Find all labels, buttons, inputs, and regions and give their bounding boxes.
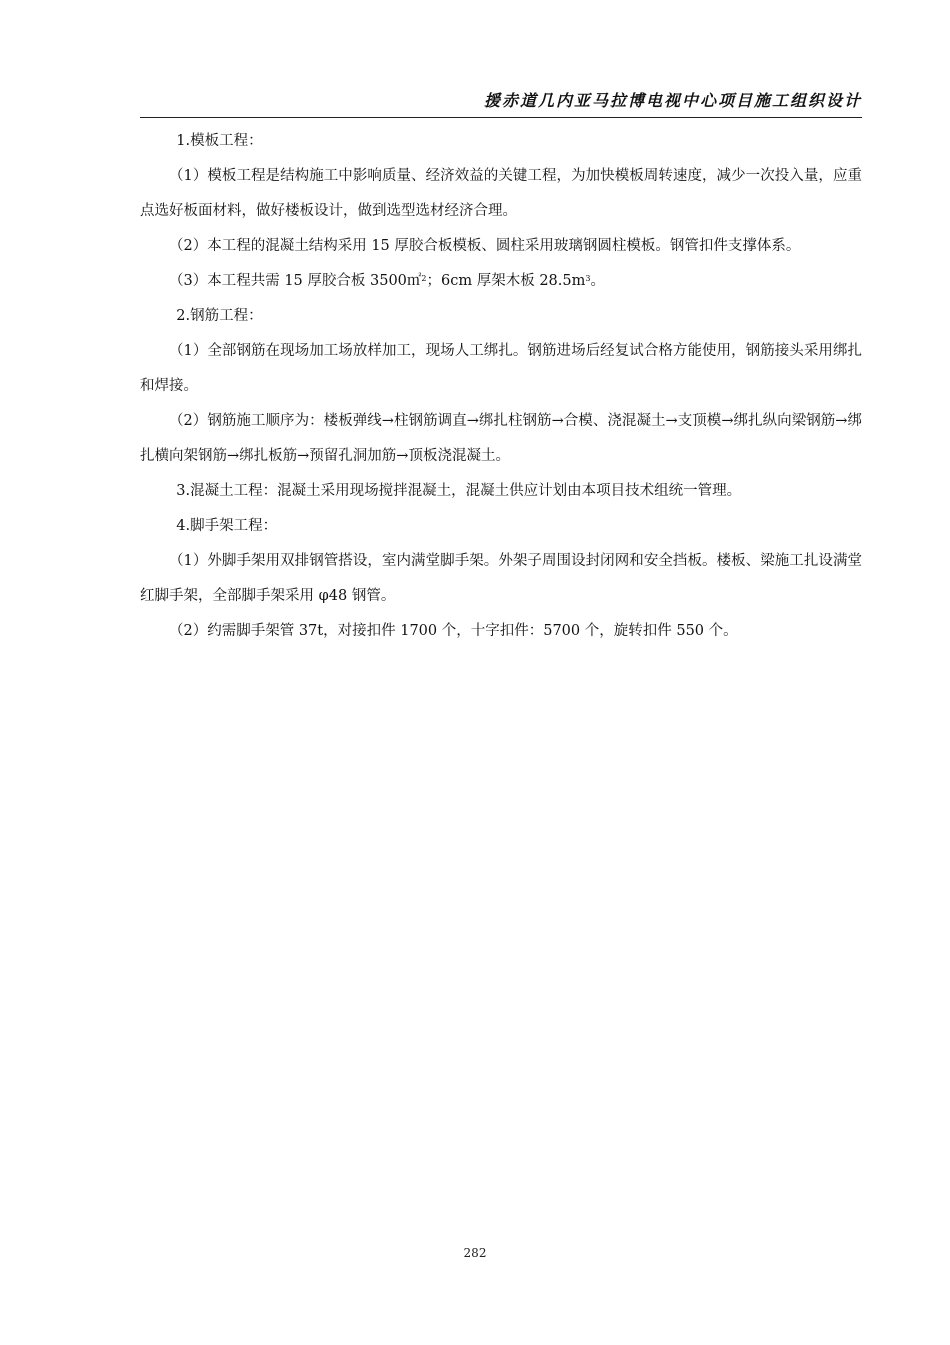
scaffold-paragraph-2: （2）约需脚手架管 37t，对接扣件 1700 个，十字扣件：5700 个，旋转扣件 550 个。 <box>169 623 738 639</box>
formwork-paragraph-1: （1）模板工程是结构施工中影响质量、经济效益的关键工程，为加快模板周转速度，减少一次投入量，应重点选好板面材料，做好楼板设计，做到选型选材经济合理。 <box>140 168 862 219</box>
section-heading-scaffold: 4.脚手架工程： <box>176 518 278 534</box>
rebar-paragraph-1: （1）全部钢筋在现场加工场放样加工，现场人工绑扎。钢筋进场后经复试合格方能使用，钢筋接头采用绑扎和焊接。 <box>140 343 862 394</box>
formwork-paragraph-2: （2）本工程的混凝土结构采用 15 厚胶合板模板、圆柱采用玻璃钢圆柱模板。钢管扣件支撑体系。 <box>169 238 801 254</box>
formwork-p3-part-a: （3）本工程共需 15 厚胶合板 3500㎡ <box>169 273 422 289</box>
superscript-cubed: 3 <box>585 274 591 283</box>
section-heading-concrete: 3.混凝土工程：混凝土采用现场搅拌混凝土，混凝土供应计划由本项目技术组统一管理。 <box>176 483 742 499</box>
formwork-p3-part-c: 。 <box>590 273 605 289</box>
document-body <box>140 124 862 649</box>
section-heading-rebar: 2.钢筋工程： <box>176 308 263 324</box>
superscript-squared: 2 <box>421 274 427 283</box>
header-divider <box>140 117 862 118</box>
page-number: 282 <box>463 1246 487 1260</box>
scaffold-paragraph-1: （1）外脚手架用双排钢管搭设，室内满堂脚手架。外架子周围设封闭网和安全挡板。楼板、梁施工扎设满堂红脚手架，全部脚手架采用 φ48 钢管。 <box>140 553 862 604</box>
formwork-paragraph-3 <box>140 264 862 299</box>
rebar-paragraph-2: （2）钢筋施工顺序为：楼板弹线→柱钢筋调直→绑扎柱钢筋→合模、浇混凝土→支顶模→绑扎纵向梁钢筋→绑扎横向架钢筋→绑扎板筋→预留孔洞加筋→顶板浇混凝土。 <box>140 413 862 464</box>
formwork-p3-part-b: ；6cm 厚架木板 28.5m <box>426 273 586 289</box>
document-header-title: 援赤道几内亚马拉博电视中心项目施工组织设计 <box>483 91 862 110</box>
section-heading-formwork: 1.模板工程： <box>176 133 263 149</box>
